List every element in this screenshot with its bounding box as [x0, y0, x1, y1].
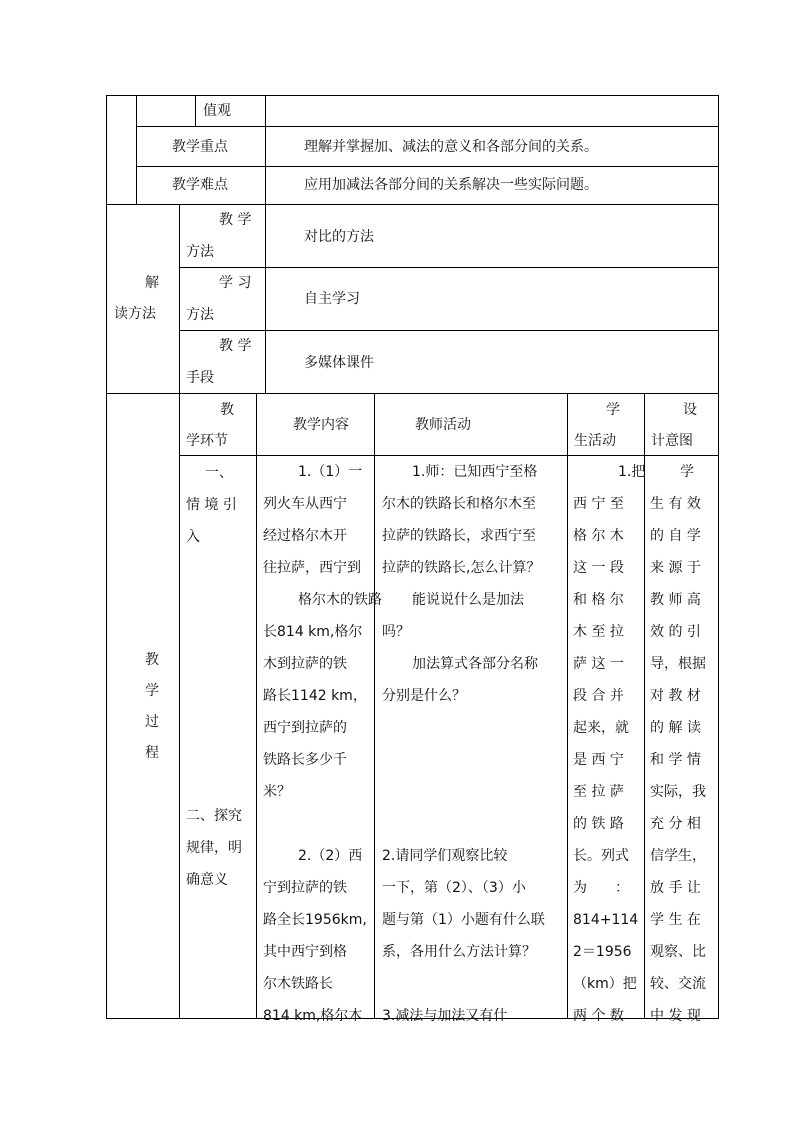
rule-difficulty-bottom: [106, 204, 719, 205]
design-line: 对 教 材: [650, 688, 701, 704]
teacher-line: [376, 744, 565, 776]
design-column: [646, 456, 716, 1024]
content-line: 路全长1956km,: [263, 912, 367, 928]
header-design-1: 设: [683, 402, 697, 418]
design-line: 效 的 引: [650, 624, 701, 640]
rule-col-student: [567, 393, 568, 1019]
teacher-line: 加法算式各部分名称: [412, 656, 538, 672]
student-line: 起来，就: [573, 720, 629, 736]
content-line: 2.（2）西: [298, 848, 363, 864]
teacher-line: 1.师：已知西宁至格: [412, 464, 538, 480]
teacher-line: [376, 968, 565, 1000]
header-step-1: 教: [220, 402, 234, 418]
method-section-label-2: 读方法: [114, 306, 156, 322]
content-line: 经过格尔木开: [263, 528, 347, 544]
student-line: 和 格 尔: [573, 592, 624, 608]
teacher-line: 分别是什么？: [382, 688, 466, 704]
method-row-2-label-1: 学 习: [219, 275, 252, 291]
difficulty-text: 应用加减法各部分间的关系解决一些实际问题。: [304, 177, 598, 193]
teacher-line: 吗？: [382, 624, 410, 640]
content-line: 西宁到拉萨的: [263, 720, 347, 736]
rule-right-edge: [718, 95, 719, 1019]
design-line: 观察、比: [650, 944, 706, 960]
teacher-line: 3.减法与加法又有什: [382, 1008, 508, 1024]
content-column: [258, 456, 382, 1024]
rule-top-inner1: [136, 95, 137, 205]
student-line: 至 拉 萨: [573, 784, 624, 800]
design-line: 生 有 效: [650, 496, 701, 512]
content-line: 木到拉萨的铁: [263, 656, 347, 672]
design-line: 放 手 让: [650, 880, 701, 896]
step-2-line-2: 规律，明: [186, 840, 242, 856]
rule-top-label-divider: [265, 95, 266, 205]
teacher-line: [376, 776, 565, 808]
content-line: 铁路长多少千: [263, 752, 347, 768]
teacher-line: 一下，第（2）、（3）小: [382, 880, 526, 896]
content-line: 米？: [263, 784, 291, 800]
step-1-line-2: 情 境 引: [186, 497, 237, 513]
step-2-line-3: 确意义: [186, 872, 228, 888]
method-row-2-label-2: 方法: [186, 307, 214, 323]
design-line: 教 师 高: [650, 592, 701, 608]
student-column: [569, 456, 646, 1024]
student-line: 的 铁 路: [573, 816, 624, 832]
rule-left-edge: [106, 95, 107, 1019]
design-line: 信学生，: [650, 848, 706, 864]
teacher-line: 能说说什么是加法: [412, 592, 524, 608]
student-line: 2＝1956: [573, 944, 632, 960]
design-line: 充 分 相: [650, 816, 701, 832]
content-line: 格尔木的铁路: [298, 592, 382, 608]
teacher-line: 拉萨的铁路长，求西宁至: [382, 528, 536, 544]
content-line: 其中西宁到格: [263, 944, 347, 960]
teacher-line: 2.请同学们观察比较: [382, 848, 508, 864]
method-row-1-label-2: 方法: [186, 244, 214, 260]
method-row-1-label-1: 教 学: [219, 212, 252, 228]
student-line: 1.把: [618, 464, 646, 480]
student-line: 格 尔 木: [573, 528, 624, 544]
rule-values-bottom: [136, 126, 719, 127]
design-line: 学: [680, 464, 694, 480]
rule-top: [106, 95, 719, 96]
content-line: 1.（1）一: [298, 464, 363, 480]
method-row-3-label-1: 教 学: [219, 338, 252, 354]
process-label-2: 学: [145, 683, 159, 699]
rule-method3-bottom: [106, 393, 719, 394]
process-label-3: 过: [145, 714, 159, 730]
design-line: 实际，我: [650, 784, 706, 800]
step-1-line-3: 入: [186, 529, 200, 545]
student-line: 是 西 宁: [573, 752, 624, 768]
content-line: 814 km,格尔木: [263, 1008, 363, 1024]
header-student-2: 生活动: [574, 433, 616, 449]
design-line: 导，根据: [650, 656, 706, 672]
design-line: 的 解 读: [650, 720, 701, 736]
teacher-line: 拉萨的铁路长,怎么计算？: [382, 560, 541, 576]
rule-col-content: [256, 393, 257, 1019]
student-line: 木 至 拉: [573, 624, 624, 640]
design-line: 的 自 学: [650, 528, 701, 544]
rule-col-teacher: [374, 393, 375, 1019]
design-line: 较、交流: [650, 976, 706, 992]
content-line: 长814 km,格尔: [263, 624, 363, 640]
rule-focus-bottom: [136, 166, 719, 167]
header-content: 教学内容: [293, 417, 349, 433]
student-line: （km）把: [573, 976, 637, 992]
teacher-line: [376, 712, 565, 744]
content-line: 往拉萨，西宁到: [263, 560, 361, 576]
difficulty-label: 教学难点: [172, 177, 228, 193]
header-teacher: 教师活动: [415, 417, 471, 433]
student-line: 为 ：: [573, 880, 629, 896]
method-row-2-text: 自主学习: [304, 291, 360, 307]
process-label-1: 教: [145, 652, 159, 668]
method-row-3-text: 多媒体课件: [304, 355, 374, 371]
teacher-line: 系，各用什么方法计算？: [382, 944, 536, 960]
design-line: 学 生 在: [650, 912, 701, 928]
process-label-4: 程: [145, 745, 159, 761]
design-line: 中 发 现: [650, 1008, 701, 1024]
method-row-3-label-2: 手段: [186, 370, 214, 386]
student-line: 这 一 段: [573, 560, 624, 576]
content-line: [258, 808, 372, 840]
content-line: 尔木铁路长: [263, 976, 333, 992]
rule-method-divider: [179, 204, 180, 1019]
content-line: 宁到拉萨的铁: [263, 880, 347, 896]
student-line: 西 宁 至: [573, 496, 624, 512]
student-line: 两 个 数: [573, 1008, 624, 1024]
values-label: 值观: [203, 103, 231, 119]
content-line: 列火车从西宁: [263, 496, 347, 512]
student-line: 萨 这 一: [573, 656, 624, 672]
rule-method-label-divider: [265, 204, 266, 394]
teacher-line: [376, 808, 565, 840]
step-1-line-1: 一、: [205, 465, 233, 481]
teacher-line: 题与第（1）小题有什么联: [382, 912, 545, 928]
header-student-1: 学: [606, 402, 620, 418]
student-line: 段 合 并: [573, 688, 624, 704]
method-row-1-text: 对比的方法: [304, 229, 374, 245]
rule-method1-bottom: [179, 267, 719, 268]
design-line: 和 学 情: [650, 752, 701, 768]
student-line: 长。列式: [573, 848, 629, 864]
focus-label: 教学重点: [172, 139, 228, 155]
content-line: 路长1142 km，: [263, 688, 367, 704]
teacher-column: [376, 456, 565, 1024]
rule-method2-bottom: [179, 330, 719, 331]
design-line: 来 源 于: [650, 560, 701, 576]
student-line: 814+114: [573, 912, 639, 928]
header-step-2: 学环节: [186, 433, 228, 449]
teacher-line: 尔木的铁路长和格尔木至: [382, 496, 536, 512]
step-2-line-1: 二、探究: [186, 808, 242, 824]
rule-values-inner: [195, 95, 196, 127]
header-design-2: 计意图: [651, 433, 693, 449]
focus-text: 理解并掌握加、减法的意义和各部分间的关系。: [304, 139, 598, 155]
method-section-label-1: 解: [145, 275, 159, 291]
